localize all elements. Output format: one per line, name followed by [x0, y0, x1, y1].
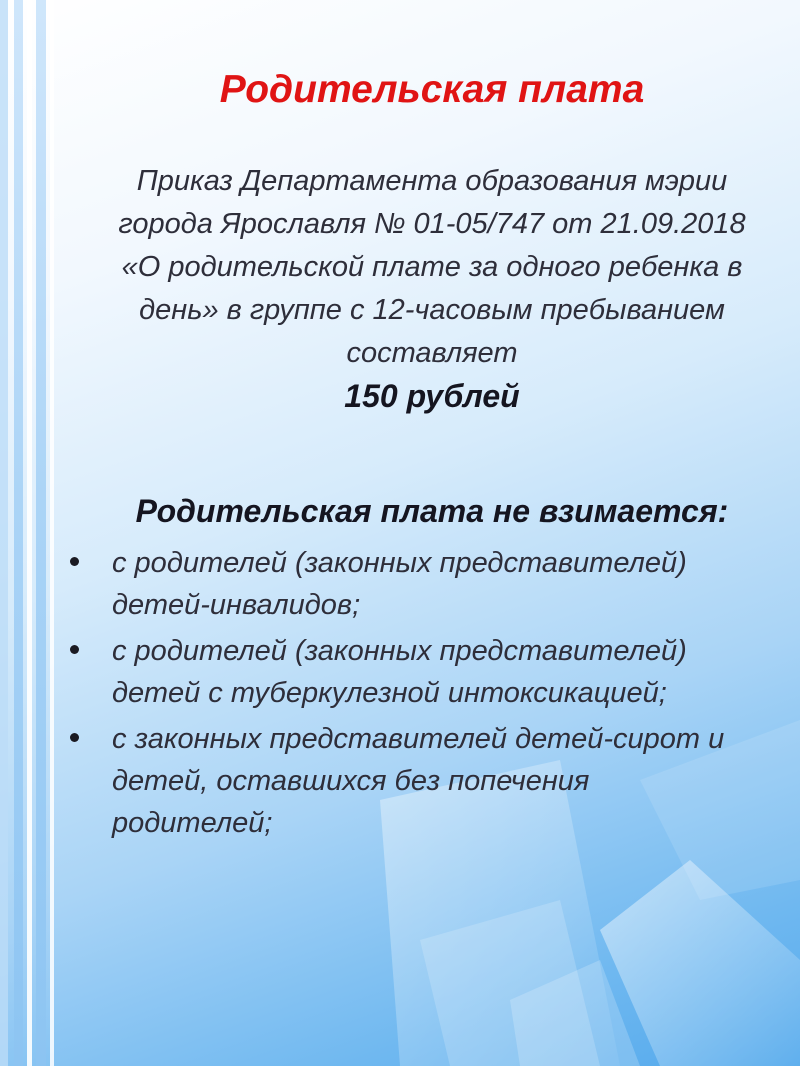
bullet-icon: [70, 645, 79, 654]
exemption-list: [62, 542, 782, 848]
decree-line: составляет: [346, 337, 518, 369]
list-item-line: с законных представителей детей-сирот и: [112, 723, 725, 755]
list-item-line: детей, оставшихся без попечения: [112, 765, 590, 797]
decree-line: день» в группе с 12-часовым пребыванием: [139, 294, 725, 326]
slide-title: Родительская плата: [219, 68, 645, 111]
fee-amount: 150 рублей: [344, 378, 520, 414]
left-stripes: [0, 0, 54, 1066]
bullet-icon: [70, 557, 79, 566]
list-item-line: родителей;: [112, 807, 273, 839]
decree-line: Приказ Департамента образования мэрии: [136, 165, 728, 197]
list-item-line: детей-инвалидов;: [112, 589, 361, 621]
list-item: [62, 718, 782, 844]
list-item: [62, 542, 782, 626]
bullet-icon: [70, 733, 79, 742]
slide-content: [62, 0, 782, 1066]
decree-line: города Ярославля № 01-05/747 от 21.09.2018: [118, 208, 746, 240]
exemption-heading: Родительская плата не взимается:: [135, 493, 729, 529]
list-item-line: детей с туберкулезной интоксикацией;: [112, 677, 667, 709]
list-item-line: с родителей (законных представителей): [112, 635, 687, 667]
list-item: [62, 630, 782, 714]
list-item-line: с родителей (законных представителей): [112, 547, 687, 579]
decree-text: [62, 160, 800, 375]
decree-line: «О родительской плате за одного ребенка в: [121, 251, 743, 283]
